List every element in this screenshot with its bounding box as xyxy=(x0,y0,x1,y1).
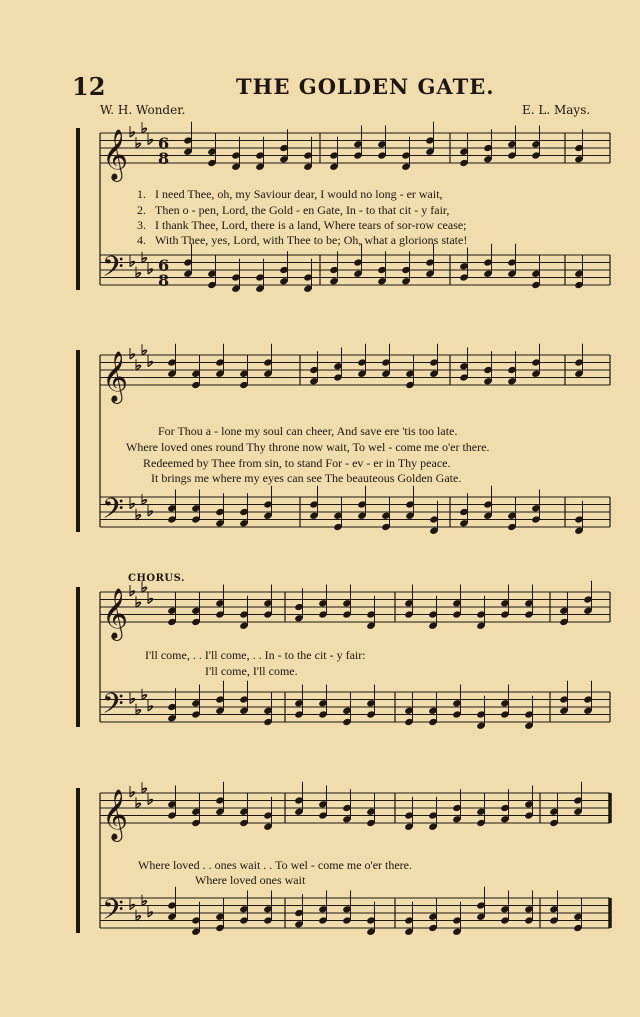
flat-sign xyxy=(130,792,135,797)
time-signature-bottom: 8 xyxy=(158,149,170,168)
bass-clef: 𝄢 xyxy=(102,687,124,728)
chorus-lyric-line: I'll come, . . I'll come, . . In - to the cit - y fair: xyxy=(145,648,366,662)
verse-lyric-line: For Thou a - lone my soul can cheer, And save ere 'tis too late. xyxy=(158,424,458,438)
system-brace xyxy=(76,350,80,532)
chorus-label: CHORUS. xyxy=(128,573,185,584)
hymn-title: THE GOLDEN GATE. xyxy=(236,74,495,99)
treble-clef: 𝄞 xyxy=(102,351,129,402)
system-brace xyxy=(76,587,80,727)
flat-sign xyxy=(148,599,153,604)
verse-lyric-line: Where loved ones round Thy throne now wait, To wel - come me o'er there. xyxy=(126,440,490,454)
time-signature-top: 6 xyxy=(158,134,170,153)
system-brace xyxy=(76,788,80,933)
chorus-echo-lyric: I'll come, I'll come. xyxy=(205,664,298,678)
chorus-echo-lyric: Where loved ones wait xyxy=(195,873,306,887)
verse-lyric-line: I thank Thee, Lord, there is a land, Where tears of sor-row cease; xyxy=(155,218,467,232)
verse-lyric-line: Then o - pen, Lord, the Gold - en Gate, In - to that cit - y fair, xyxy=(155,203,450,217)
flat-sign xyxy=(148,912,153,917)
lyricist-credit: W. H. Wonder. xyxy=(100,103,186,117)
bass-clef: 𝄢 xyxy=(102,492,124,533)
verse-number: 1. xyxy=(137,187,146,201)
flat-sign xyxy=(130,354,135,359)
treble-clef: 𝄞 xyxy=(102,129,129,180)
bass-clef: 𝄢 xyxy=(102,893,124,934)
verse-lyric-line: It brings me where my eyes can see The beauteous Golden Gate. xyxy=(151,471,462,485)
flat-sign xyxy=(130,905,135,910)
treble-clef: 𝄞 xyxy=(102,588,129,639)
verse-lyric-line: Redeemed by Thee from sin, to stand For - ev - er in Thy peace. xyxy=(143,456,451,470)
verse-number: 4. xyxy=(137,233,146,247)
page-number: 12 xyxy=(72,72,106,101)
flat-sign xyxy=(130,504,135,509)
flat-sign xyxy=(148,269,153,274)
flat-sign xyxy=(130,132,135,137)
composer-credit: E. L. Mays. xyxy=(522,103,591,117)
flat-sign xyxy=(148,362,153,367)
flat-sign xyxy=(130,591,135,596)
flat-sign xyxy=(148,511,153,516)
system-brace xyxy=(76,128,80,290)
flat-sign xyxy=(130,699,135,704)
treble-clef: 𝄞 xyxy=(102,789,129,840)
verse-lyric-line: I need Thee, oh, my Saviour dear, I would no long - er wait, xyxy=(155,187,443,201)
flat-sign xyxy=(148,706,153,711)
flat-sign xyxy=(130,262,135,267)
flat-sign xyxy=(148,140,153,145)
time-signature-top: 6 xyxy=(158,256,170,275)
verse-number: 2. xyxy=(137,203,146,217)
chorus-lyric-line: Where loved . . ones wait . . To wel - come me o'er there. xyxy=(138,858,413,872)
verse-lyric-line: With Thee, yes, Lord, with Thee to be; Oh, what a glorions state! xyxy=(155,233,468,247)
time-signature-bottom: 8 xyxy=(158,271,170,290)
flat-sign xyxy=(148,800,153,805)
bass-clef: 𝄢 xyxy=(102,250,124,291)
verse-number: 3. xyxy=(137,218,146,232)
